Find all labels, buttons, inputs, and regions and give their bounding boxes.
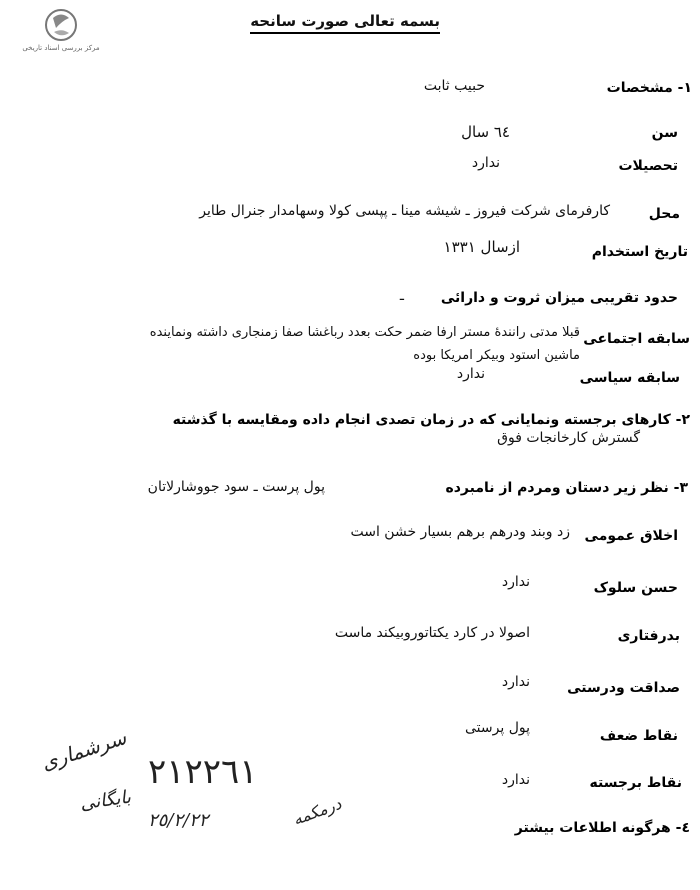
field-value-age: ٦٤ سال: [461, 123, 510, 141]
field-label-social: سابقه اجتماعی: [583, 331, 690, 347]
archive-emblem-icon: [6, 6, 116, 46]
field-label-workplace: محل: [648, 206, 680, 222]
field-value-works: گسترش کارخانجات فوق: [497, 430, 640, 446]
field-value-political: ندارد: [456, 366, 485, 382]
field-label-political: سابقه سیاسی: [579, 370, 680, 386]
field-label-traits: اخلاق عمومی: [584, 528, 678, 544]
field-value-sincerity: ندارد: [501, 674, 530, 690]
field-value-social: قبلا مدتی رانندهٔ مستر ارفا ضمر حکت بعدد رباغشا صفا زمنجاری داشته ونماینده: [149, 325, 580, 340]
field-value-date: ازسال ١٣٣١: [443, 238, 520, 256]
field-label-subordinates: ٣- نظر زیر دستان ومردم از نامبرده: [445, 480, 688, 496]
field-label-conduct: بدرفتاری: [617, 628, 680, 644]
field-value-strong: ندارد: [501, 772, 530, 788]
field-label-more: ٤- هرگونه اطلاعات بیشتر: [514, 820, 690, 836]
field-label-works: ٢- کارهای برجسته ونمایانی که در زمان تصدی انجام داده ومقایسه با گذشته: [172, 412, 690, 428]
handwritten-date: ٢٥/٢/٢٢: [148, 810, 209, 831]
archive-logo: [6, 6, 116, 58]
field-label-age: سن: [651, 125, 678, 141]
handwritten-note: بایگانی: [78, 786, 133, 815]
field-value-wealth: ـ: [399, 288, 404, 304]
field-label-education: تحصیلات: [618, 158, 678, 174]
logo-text: مرکز بررسی اسناد تاریخی: [22, 44, 100, 52]
field-value-weak: پول پرستی: [465, 720, 530, 736]
handwritten-signature: سرشماری: [38, 725, 130, 775]
field-value-workplace: کارفرمای شرکت فیروز ـ شیشه مینا ـ پپسی کولا وسهامدار جنرال طایر: [199, 203, 610, 219]
field-label-weak: نقاط ضعف: [599, 728, 678, 744]
field-value-behavior: ندارد: [501, 574, 530, 590]
field-label-name: ١- مشخصات: [606, 80, 692, 96]
handwritten-number: ٢١٢٢٦١: [148, 752, 258, 792]
field-label-wealth: حدود تقریبی میزان ثروت و دارائی: [440, 290, 678, 306]
field-value-social-line-2: ماشین استود وبیکر امریکا بوده: [413, 348, 580, 363]
field-label-behavior: حسن سلوک: [593, 580, 678, 596]
field-value-conduct: اصولا در کارد یکتاتوروبیکند ماست: [334, 625, 530, 641]
handwritten-remark: درمکمه: [290, 794, 344, 829]
field-label-sincerity: صداقت ودرستی: [567, 680, 680, 696]
field-value-subordinates: پول پرست ـ سود جووشارلاتان: [147, 479, 325, 495]
field-value-name: حبیب ثابت: [423, 78, 485, 94]
field-value-education: ندارد: [471, 155, 500, 171]
document-title: بسمه تعالی صورت سانحه: [250, 12, 440, 34]
field-value-traits: زد وبند ودرهم برهم بسیار خشن است: [350, 524, 570, 540]
field-label-date: تاریخ استخدام: [591, 244, 688, 260]
field-label-strong: نقاط برجسته: [589, 775, 682, 791]
